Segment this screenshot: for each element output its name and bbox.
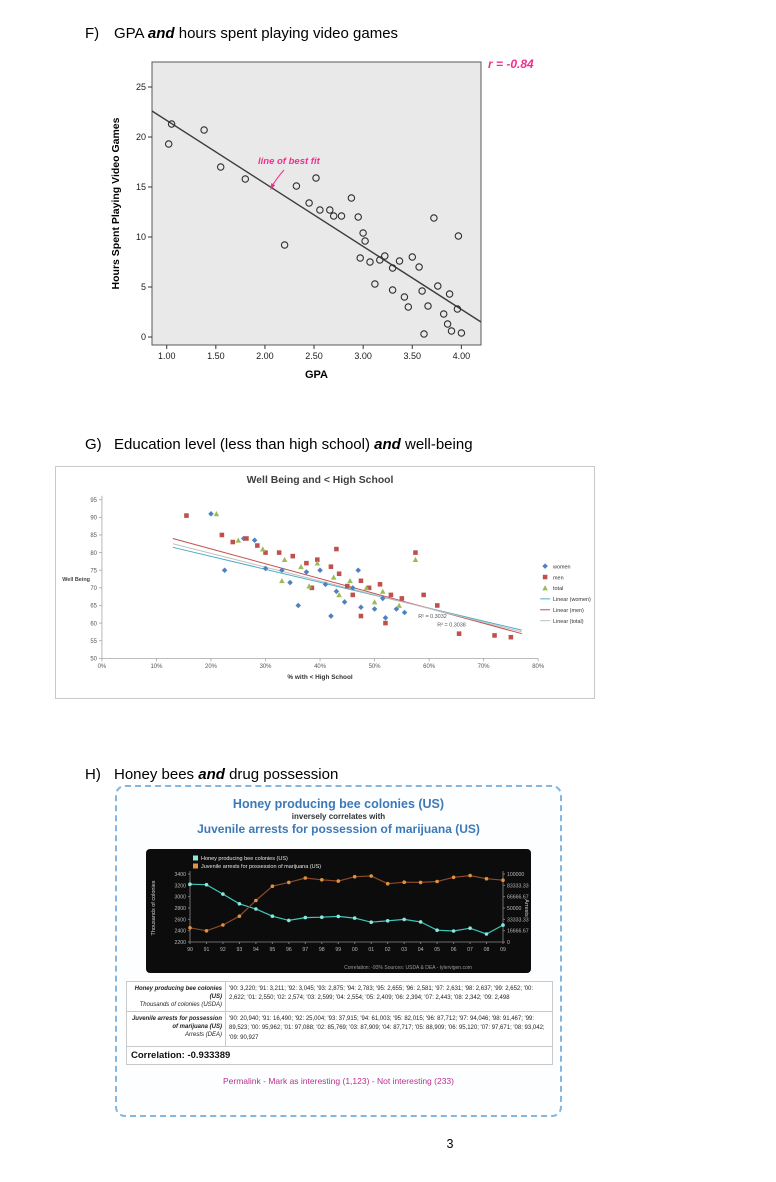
svg-text:3.50: 3.50 bbox=[403, 351, 422, 361]
bees-marijuana-card bbox=[115, 785, 562, 1117]
svg-text:90: 90 bbox=[90, 515, 97, 522]
h-permalink-text: Permalink - Mark as interesting (1,123) - Not interesting (233) bbox=[222, 1076, 454, 1087]
svg-text:women: women bbox=[553, 564, 571, 571]
svg-text:2.00: 2.00 bbox=[256, 351, 274, 361]
svg-text:97: 97 bbox=[302, 947, 309, 953]
svg-text:70: 70 bbox=[90, 586, 97, 593]
question-g-label: G) bbox=[85, 436, 102, 453]
svg-text:2400: 2400 bbox=[174, 928, 186, 935]
g-x-axis-label: % with < High School bbox=[287, 674, 353, 682]
table-row bbox=[127, 982, 553, 1012]
svg-text:20%: 20% bbox=[205, 664, 217, 671]
g-y-axis bbox=[90, 498, 102, 663]
svg-text:91: 91 bbox=[203, 947, 210, 953]
svg-text:Linear (women): Linear (women) bbox=[553, 597, 591, 604]
svg-text:00: 00 bbox=[351, 947, 358, 953]
gpa-video-games-chart bbox=[108, 52, 558, 382]
g-chart-title: Well Being and < High School bbox=[246, 474, 394, 486]
table-row bbox=[127, 1012, 553, 1047]
question-h-label: H) bbox=[85, 766, 101, 783]
h-left-axis-label: Thousands of colonies bbox=[151, 880, 157, 936]
svg-text:25: 25 bbox=[135, 82, 146, 92]
svg-text:1.00: 1.00 bbox=[157, 351, 176, 361]
svg-text:0%: 0% bbox=[97, 664, 107, 671]
h-row2-unit: Arrests (DEA) bbox=[184, 1031, 222, 1038]
question-h-text: Honey bees and drug possession bbox=[114, 766, 339, 783]
svg-text:2200: 2200 bbox=[174, 940, 186, 946]
svg-text:R² = 0.3032: R² = 0.3032 bbox=[418, 613, 447, 620]
svg-text:05: 05 bbox=[434, 947, 440, 953]
svg-text:2600: 2600 bbox=[174, 917, 186, 924]
svg-text:15: 15 bbox=[135, 182, 146, 192]
g-legend bbox=[540, 563, 591, 625]
svg-text:Honey producing bee colonies (: Honey producing bee colonies (US) bbox=[201, 856, 288, 862]
svg-text:80%: 80% bbox=[532, 664, 545, 671]
svg-text:10: 10 bbox=[135, 232, 146, 242]
svg-text:3000: 3000 bbox=[174, 894, 186, 901]
svg-text:100000: 100000 bbox=[507, 872, 525, 878]
svg-text:83333.33: 83333.33 bbox=[507, 883, 529, 890]
f-r-annotation: r = -0.84 bbox=[488, 57, 534, 71]
bees-marijuana-chart bbox=[146, 849, 531, 973]
svg-text:65: 65 bbox=[90, 603, 97, 610]
svg-text:55: 55 bbox=[90, 638, 97, 645]
svg-text:06: 06 bbox=[450, 947, 457, 953]
svg-text:80: 80 bbox=[90, 550, 97, 557]
h-row1-header bbox=[127, 982, 226, 1012]
question-f-text: GPA and hours spent playing video games bbox=[114, 25, 399, 42]
svg-text:16666.67: 16666.67 bbox=[507, 928, 529, 935]
wellbeing-education-chart bbox=[56, 467, 594, 698]
h-row2-header bbox=[127, 1012, 226, 1047]
svg-text:0: 0 bbox=[507, 940, 510, 946]
h-row2-values: '90: 20,940; '91: 16,490; '92: 25,004; '93: 37,915; '94: 61,003; '95: 82,015; '96: 87,712; '97: 94,046; '98: 91,467; '99: 89,523; '00: 95,962; '01: 97,088; '02: 85,769; '03: 87,909; '04: 87,717; '05: 88,909; '06: 95,120; '07: 97,671; '08: 93,042; '09: 90,927 bbox=[226, 1012, 553, 1047]
svg-text:50: 50 bbox=[90, 656, 97, 663]
g-series-men bbox=[184, 513, 513, 639]
svg-text:2.50: 2.50 bbox=[305, 351, 323, 361]
svg-text:95: 95 bbox=[269, 947, 276, 953]
svg-text:3200: 3200 bbox=[174, 883, 186, 890]
svg-text:08: 08 bbox=[483, 947, 490, 953]
h-row1-unit: Thousands of colonies (USDA) bbox=[139, 1001, 222, 1008]
h-data-table bbox=[126, 981, 553, 1047]
svg-text:01: 01 bbox=[368, 947, 375, 953]
h-title-line2: inversely correlates with bbox=[291, 812, 386, 821]
h-row1-values: '90: 3,220; '91: 3,211; '92: 3,045; '93: 2,875; '94: 2,783; '95: 2,655; '96: 2,581; '97: 2,631; '98: 2,637; '99: 2,652; '00: 2,622; '01: 2,550; '02: 2,574; '03: 2,599; '04: 2,554; '05: 2,409; '06: 2,394; '07: 2,443; '08: 2,342; '09: 2,498 bbox=[226, 982, 553, 1012]
svg-text:50%: 50% bbox=[368, 664, 381, 671]
h-chart-footer: Correlation: -93% Sources: USDA & DEA - tylervigen.com bbox=[344, 965, 472, 971]
g-y-axis-label: Well Being bbox=[62, 577, 90, 584]
f-plot-area bbox=[152, 62, 481, 345]
h-row2-name: Juvenile arrests for possession of marijuana (US) bbox=[131, 1015, 222, 1030]
svg-text:90: 90 bbox=[187, 947, 193, 953]
question-g-text: Education level (less than high school) and well-being bbox=[114, 436, 473, 453]
svg-text:men: men bbox=[553, 575, 564, 582]
f-line-of-best-fit-label: line of best fit bbox=[258, 156, 320, 167]
svg-text:50000: 50000 bbox=[507, 906, 522, 912]
svg-text:92: 92 bbox=[220, 947, 226, 953]
f-x-axis-label: GPA bbox=[304, 369, 329, 381]
svg-text:95: 95 bbox=[90, 497, 97, 504]
svg-text:60: 60 bbox=[90, 621, 97, 628]
svg-text:Linear (men): Linear (men) bbox=[553, 608, 584, 615]
svg-text:85: 85 bbox=[90, 533, 97, 540]
svg-text:99: 99 bbox=[335, 947, 342, 953]
h-row1-name: Honey producing bee colonies (US) bbox=[134, 985, 222, 1000]
svg-text:20: 20 bbox=[135, 132, 146, 142]
h-title-line3: Juvenile arrests for possession of marijuana (US) bbox=[197, 822, 480, 836]
svg-text:5: 5 bbox=[140, 282, 146, 292]
question-f-label: F) bbox=[85, 25, 100, 42]
svg-text:4.00: 4.00 bbox=[452, 351, 471, 361]
svg-text:3.00: 3.00 bbox=[354, 351, 372, 361]
f-y-axis bbox=[136, 82, 152, 342]
svg-text:1.50: 1.50 bbox=[207, 351, 225, 361]
svg-text:04: 04 bbox=[417, 947, 424, 953]
svg-text:02: 02 bbox=[384, 947, 391, 953]
svg-text:R² = 0.3038: R² = 0.3038 bbox=[437, 622, 466, 629]
svg-text:0: 0 bbox=[140, 332, 146, 342]
svg-text:40%: 40% bbox=[314, 664, 326, 671]
svg-text:66666.67: 66666.67 bbox=[507, 894, 529, 901]
question-h-heading bbox=[85, 766, 338, 783]
svg-text:3400: 3400 bbox=[174, 872, 186, 878]
question-g-heading bbox=[85, 436, 473, 453]
g-series-women bbox=[208, 511, 407, 621]
page-number: 3 bbox=[446, 1137, 454, 1151]
svg-text:60%: 60% bbox=[423, 664, 436, 671]
svg-text:96: 96 bbox=[285, 947, 292, 953]
h-right-axis-label: Arrests bbox=[523, 899, 529, 917]
svg-text:2800: 2800 bbox=[174, 906, 186, 912]
svg-text:33333.33: 33333.33 bbox=[507, 917, 529, 924]
g-x-axis bbox=[98, 658, 545, 670]
svg-text:30%: 30% bbox=[259, 664, 272, 671]
svg-text:75: 75 bbox=[90, 568, 97, 575]
svg-text:09: 09 bbox=[500, 947, 506, 953]
svg-text:93: 93 bbox=[236, 947, 243, 953]
svg-text:98: 98 bbox=[318, 947, 325, 953]
svg-text:Linear (total): Linear (total) bbox=[553, 618, 584, 625]
svg-text:70%: 70% bbox=[477, 664, 490, 671]
h-correlation-label: Correlation: -0.933389 bbox=[126, 1047, 553, 1065]
h-title-line1: Honey producing bee colonies (US) bbox=[232, 797, 445, 811]
svg-text:03: 03 bbox=[401, 947, 408, 953]
svg-text:total: total bbox=[553, 586, 564, 593]
f-x-axis bbox=[158, 345, 470, 361]
question-f-heading bbox=[85, 25, 398, 42]
svg-text:Juvenile arrests for possessio: Juvenile arrests for possession of marijuana (US) bbox=[201, 864, 322, 870]
svg-text:10%: 10% bbox=[150, 664, 163, 671]
gpa-video-games-figure bbox=[108, 52, 558, 382]
wellbeing-education-figure bbox=[55, 466, 595, 699]
f-y-axis-label: Hours Spent Playing Video Games bbox=[110, 117, 122, 290]
svg-text:07: 07 bbox=[467, 947, 473, 953]
svg-text:94: 94 bbox=[253, 947, 259, 953]
